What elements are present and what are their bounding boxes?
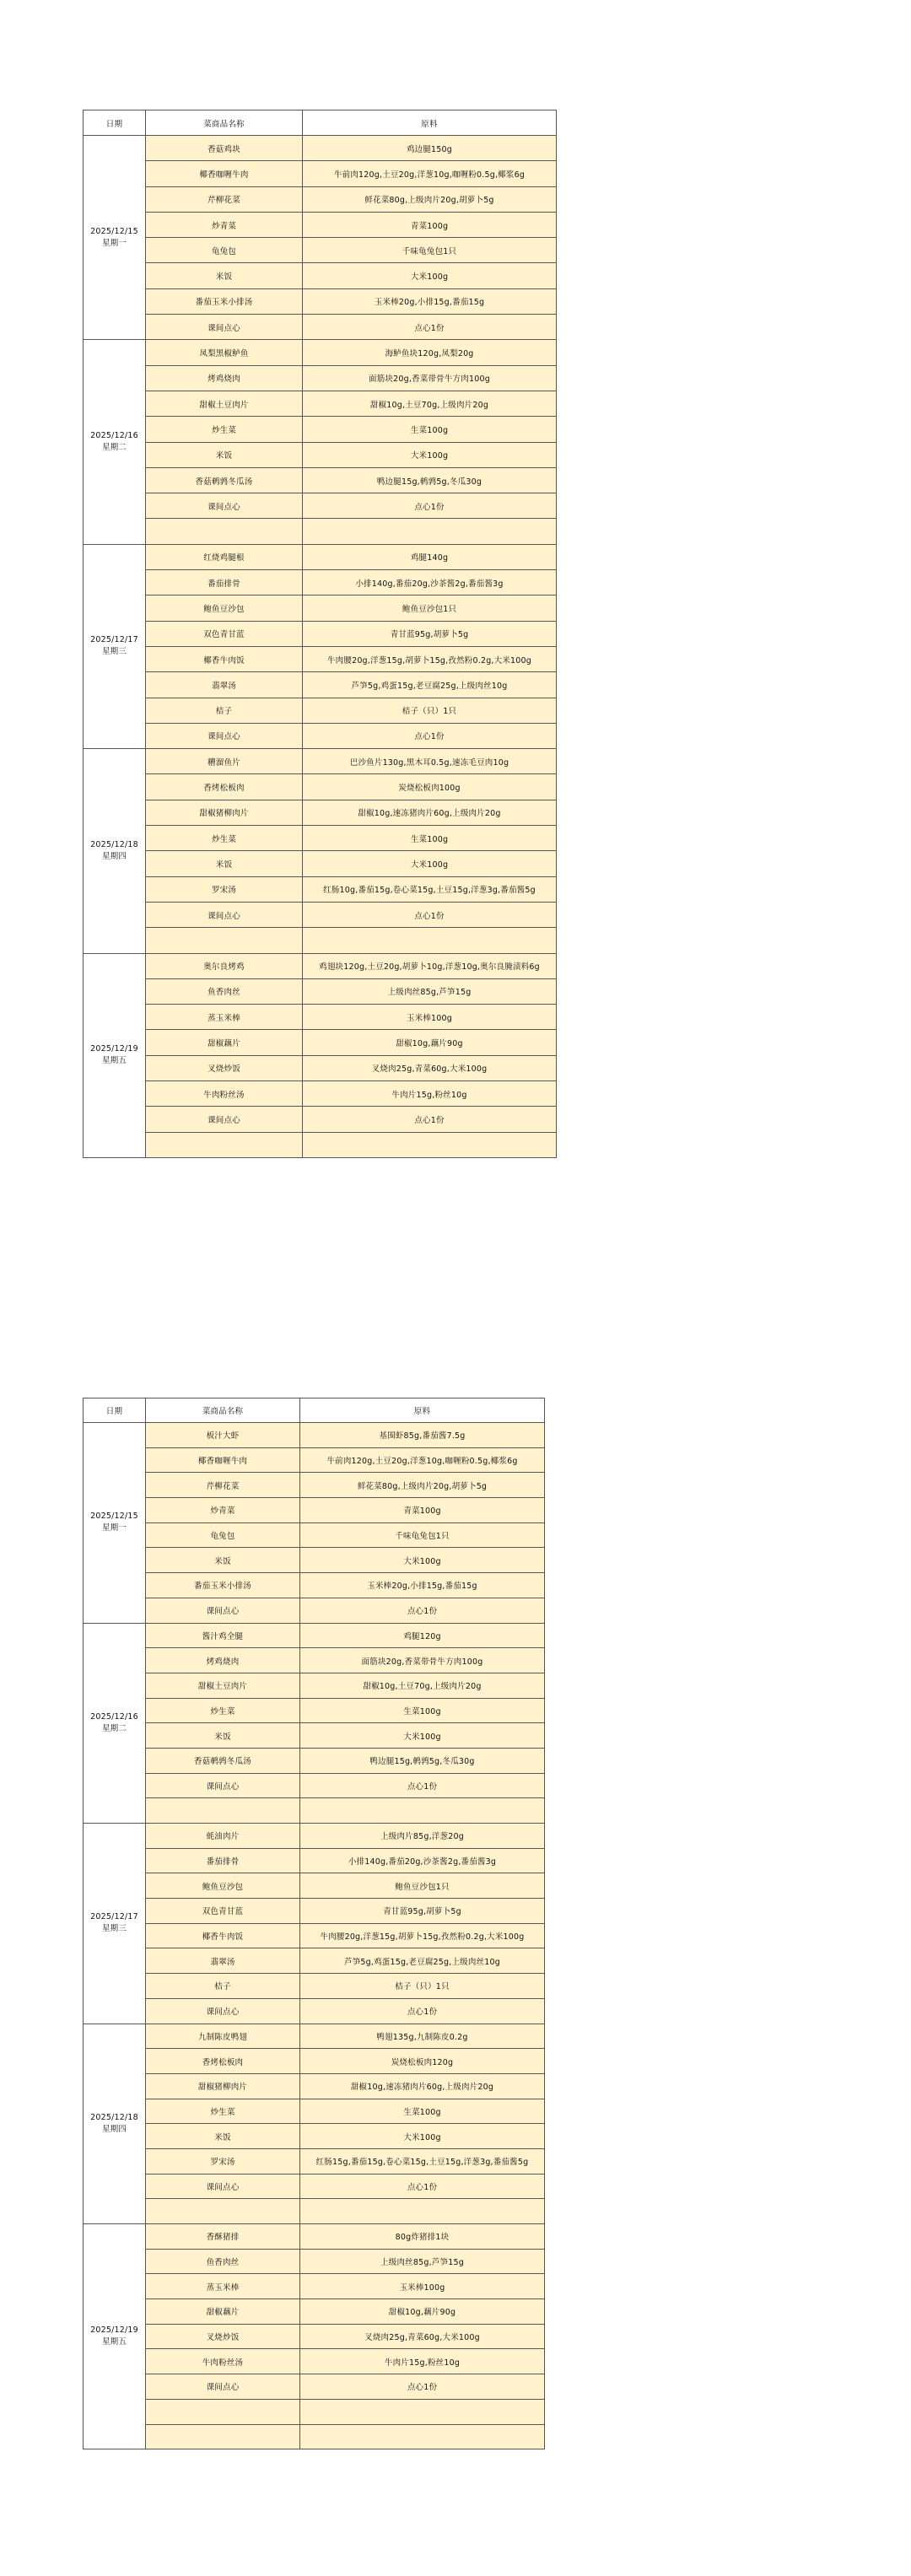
dish-name-cell: 米饭 <box>146 442 303 467</box>
ingredients-cell: 红肠15g,番茄15g,卷心菜15g,土豆15g,洋葱3g,番茄酱5g <box>300 2148 545 2174</box>
table-row <box>84 749 557 774</box>
weekday-text: 星期一 <box>101 1523 127 1533</box>
dish-name-cell: 番茄玉米小排汤 <box>146 1573 300 1598</box>
table-row <box>84 1107 557 1132</box>
ingredients-cell: 甜椒10g,藕片90g <box>303 1030 557 1055</box>
ingredients-cell: 红肠10g,番茄15g,卷心菜15g,土豆15g,洋葱3g,番茄酱5g <box>303 876 557 902</box>
dish-name-cell: 课间点心 <box>146 2174 300 2199</box>
table-row <box>84 723 557 748</box>
table-row <box>84 1974 545 1999</box>
dish-name-cell: 炒生菜 <box>146 1698 300 1723</box>
table-row <box>84 953 557 978</box>
ingredients-cell: 芦笋5g,鸡蛋15g,老豆腐25g,上级肉丝10g <box>300 1948 545 1974</box>
date-text: 2025/12/18 <box>90 2112 138 2122</box>
table-row <box>84 1005 557 1030</box>
dish-name-cell: 米饭 <box>146 1548 300 1573</box>
dish-name-cell <box>146 1798 300 1824</box>
table-row <box>84 2324 545 2349</box>
table-row <box>84 2148 545 2174</box>
weekday-text: 星期二 <box>101 1723 127 1733</box>
table-row <box>84 2399 545 2424</box>
ingredients-cell: 青菜100g <box>300 1498 545 1523</box>
ingredients-cell: 生菜100g <box>303 826 557 851</box>
ingredients-cell: 点心1份 <box>300 1998 545 2024</box>
dish-name-cell: 甜椒藕片 <box>146 1030 303 1055</box>
ingredients-cell: 桔子（只）1只 <box>300 1974 545 1999</box>
date-text: 2025/12/19 <box>90 1044 138 1054</box>
date-text: 2025/12/18 <box>90 839 138 849</box>
table-row <box>84 1948 545 1974</box>
table-row <box>84 1548 545 1573</box>
table-row <box>84 876 557 902</box>
weekday-text: 星期四 <box>101 851 127 861</box>
table-row <box>84 161 557 186</box>
dish-name-cell: 翡翠汤 <box>146 672 303 698</box>
table-row <box>84 467 557 493</box>
ingredients-cell: 芦笋5g,鸡蛋15g,老豆腐25g,上级肉丝10g <box>303 672 557 698</box>
table-row <box>84 1824 545 1849</box>
ingredients-cell: 鲜花菜80g,上级肉片20g,胡萝卜5g <box>303 186 557 212</box>
table-row <box>84 519 557 544</box>
dish-name-cell <box>146 928 303 953</box>
ingredients-cell: 青甘蓝95g,胡萝卜5g <box>303 621 557 646</box>
dish-name-cell: 番茄排骨 <box>146 1848 300 1873</box>
ingredients-cell: 生菜100g <box>300 1698 545 1723</box>
table-row <box>84 136 557 161</box>
table-row <box>84 315 557 340</box>
table-row <box>84 672 557 698</box>
table-row <box>84 774 557 800</box>
dish-name-cell: 翡翠汤 <box>146 1948 300 1974</box>
dish-name-cell: 番茄排骨 <box>146 570 303 595</box>
date-text: 2025/12/17 <box>90 1912 138 1922</box>
ingredients-cell <box>300 2424 545 2449</box>
dish-name-cell: 米饭 <box>146 851 303 876</box>
dish-name-cell: 椰香咖喱牛肉 <box>146 161 303 186</box>
table-row <box>84 698 557 723</box>
date-cell <box>84 2024 146 2224</box>
ingredients-cell: 海鲈鱼块120g,凤梨20g <box>303 340 557 365</box>
dish-name-cell: 糟溜鱼片 <box>146 749 303 774</box>
table-row <box>84 288 557 314</box>
weekday-text: 星期五 <box>101 2337 127 2347</box>
ingredients-cell: 上级肉丝85g,芦笋15g <box>303 978 557 1004</box>
ingredients-cell: 面筋块20g,香菜带骨牛方肉100g <box>300 1648 545 1673</box>
dish-name-cell: 牛肉粉丝汤 <box>146 1081 303 1106</box>
table-row <box>84 902 557 927</box>
table-row <box>84 365 557 391</box>
dish-name-cell: 课间点心 <box>146 2374 300 2400</box>
table-row <box>84 1673 545 1698</box>
ingredients-cell: 大米100g <box>300 1723 545 1749</box>
ingredients-cell: 点心1份 <box>300 2174 545 2199</box>
ingredients-cell: 大米100g <box>300 2124 545 2149</box>
ingredients-cell: 基围虾85g,番茄酱7.5g <box>300 1423 545 1448</box>
table-row <box>84 1748 545 1773</box>
dish-name-cell: 叉烧炒饭 <box>146 2324 300 2349</box>
dish-name-cell: 课间点心 <box>146 723 303 748</box>
dish-name-cell: 椰香牛肉饭 <box>146 1923 300 1948</box>
dish-name-cell <box>146 519 303 544</box>
weekday-text: 星期五 <box>101 1056 127 1066</box>
dish-name-cell: 香烤松板肉 <box>146 2049 300 2074</box>
dish-name-cell: 课间点心 <box>146 1998 300 2024</box>
table-row <box>84 1447 545 1473</box>
dish-name-cell: 炒生菜 <box>146 826 303 851</box>
ingredients-cell: 生菜100g <box>300 2099 545 2124</box>
dish-name-cell: 龟兔包 <box>146 1522 300 1548</box>
table-row <box>84 978 557 1004</box>
menu-table-2 <box>83 1398 545 2449</box>
ingredients-cell: 鸭边腿15g,鹌鹑5g,冬瓜30g <box>300 1748 545 1773</box>
ingredients-cell: 鸡翅块120g,土豆20g,胡萝卜10g,洋葱10g,奥尔良腌渍料6g <box>303 953 557 978</box>
table-row <box>84 2199 545 2224</box>
dish-name-cell: 烤鸡烧肉 <box>146 365 303 391</box>
table-row <box>84 1773 545 1798</box>
ingredients-cell <box>303 928 557 953</box>
table-row <box>84 928 557 953</box>
dish-name-cell: 炒青菜 <box>146 1498 300 1523</box>
dish-name-cell: 香菇鹌鹑冬瓜汤 <box>146 467 303 493</box>
table-row <box>84 417 557 442</box>
dish-name-cell: 凤梨黑椒鲈鱼 <box>146 340 303 365</box>
table-row <box>84 1998 545 2024</box>
ingredients-cell: 玉米棒20g,小排15g,番茄15g <box>303 288 557 314</box>
dish-name-cell: 蒸玉米棒 <box>146 1005 303 1030</box>
date-text: 2025/12/16 <box>90 1711 138 1722</box>
ingredients-cell: 小排140g,番茄20g,沙茶酱2g,番茄酱3g <box>303 570 557 595</box>
table-row <box>84 621 557 646</box>
table-row <box>84 1473 545 1498</box>
table-row <box>84 544 557 569</box>
ingredients-cell: 千味龟兔包1只 <box>300 1522 545 1548</box>
table-row <box>84 2073 545 2099</box>
ingredients-cell: 点心1份 <box>303 493 557 519</box>
dish-name-cell: 罗宋汤 <box>146 2148 300 2174</box>
dish-name-cell: 桔子 <box>146 698 303 723</box>
ingredients-cell: 牛肉腰20g,洋葱15g,胡萝卜15g,孜然粉0.2g,大米100g <box>300 1923 545 1948</box>
table-row <box>84 2099 545 2124</box>
ingredients-cell: 鸭边腿15g,鹌鹑5g,冬瓜30g <box>303 467 557 493</box>
ingredients-cell: 大米100g <box>303 263 557 288</box>
ingredients-cell: 青菜100g <box>303 212 557 237</box>
weekday-text: 星期三 <box>101 1924 127 1934</box>
ingredients-cell: 玉米棒100g <box>300 2274 545 2299</box>
dish-name-cell: 米饭 <box>146 263 303 288</box>
date-text: 2025/12/19 <box>90 2325 138 2336</box>
dish-name-cell: 鲍鱼豆沙包 <box>146 595 303 621</box>
table-row <box>84 212 557 237</box>
table-row <box>84 340 557 365</box>
menu-table-1 <box>83 110 557 1158</box>
weekday-text: 星期三 <box>101 647 127 657</box>
dish-name-cell: 叉烧炒饭 <box>146 1055 303 1081</box>
dish-name-cell: 龟兔包 <box>146 238 303 263</box>
dish-name-cell: 课间点心 <box>146 1107 303 1132</box>
dish-name-cell: 课间点心 <box>146 315 303 340</box>
header-date: 日期 <box>84 1398 146 1423</box>
ingredients-cell: 甜椒10g,藕片90g <box>300 2299 545 2325</box>
table-row <box>84 851 557 876</box>
header-dish-name: 菜商品名称 <box>146 1398 300 1423</box>
table-row <box>84 2249 545 2274</box>
ingredients-cell: 鸡边腿150g <box>303 136 557 161</box>
dish-name-cell: 炒生菜 <box>146 2099 300 2124</box>
table-row <box>84 2274 545 2299</box>
table-row <box>84 1498 545 1523</box>
header-date: 日期 <box>84 110 146 136</box>
dish-name-cell: 椰香牛肉饭 <box>146 646 303 671</box>
weekday-text: 星期二 <box>101 443 127 453</box>
table-row <box>84 1055 557 1081</box>
ingredients-cell: 千味龟兔包1只 <box>303 238 557 263</box>
dish-name-cell <box>146 2199 300 2224</box>
ingredients-cell: 牛肉片15g,粉丝10g <box>300 2349 545 2374</box>
table-row <box>84 263 557 288</box>
ingredients-cell: 大米100g <box>300 1548 545 1573</box>
header-dish-name: 菜商品名称 <box>146 110 303 136</box>
table-header-row <box>84 1398 545 1423</box>
ingredients-cell: 炭烧松板肉100g <box>303 774 557 800</box>
ingredients-cell: 鸭翅135g,九制陈皮0.2g <box>300 2024 545 2049</box>
dish-name-cell <box>146 1132 303 1157</box>
dish-name-cell: 米饭 <box>146 1723 300 1749</box>
date-text: 2025/12/15 <box>90 226 138 236</box>
ingredients-cell: 牛前肉120g,土豆20g,洋葱10g,咖喱粉0.5g,椰浆6g <box>303 161 557 186</box>
ingredients-cell: 点心1份 <box>300 1773 545 1798</box>
dish-name-cell: 甜椒猪柳肉片 <box>146 800 303 825</box>
dish-name-cell: 板汁大虾 <box>146 1423 300 1448</box>
dish-name-cell: 奥尔良烤鸡 <box>146 953 303 978</box>
ingredients-cell: 牛肉腰20g,洋葱15g,胡萝卜15g,孜然粉0.2g,大米100g <box>303 646 557 671</box>
dish-name-cell: 酱汁鸡全腿 <box>146 1623 300 1648</box>
ingredients-cell: 桔子（只）1只 <box>303 698 557 723</box>
table-row <box>84 493 557 519</box>
ingredients-cell: 牛肉片15g,粉丝10g <box>303 1081 557 1106</box>
table-row <box>84 826 557 851</box>
ingredients-cell <box>303 1132 557 1157</box>
dish-name-cell: 烤鸡烧肉 <box>146 1648 300 1673</box>
table-row <box>84 2024 545 2049</box>
table-row <box>84 1573 545 1598</box>
ingredients-cell: 点心1份 <box>300 1598 545 1623</box>
table-row <box>84 1598 545 1623</box>
ingredients-cell: 鲍鱼豆沙包1只 <box>303 595 557 621</box>
dish-name-cell: 红烧鸡腿根 <box>146 544 303 569</box>
dish-name-cell: 蚝油肉片 <box>146 1824 300 1849</box>
table-row <box>84 1923 545 1948</box>
ingredients-cell: 点心1份 <box>303 315 557 340</box>
dish-name-cell: 甜椒土豆肉片 <box>146 1673 300 1698</box>
ingredients-cell: 叉烧肉25g,青菜60g,大米100g <box>303 1055 557 1081</box>
dish-name-cell: 罗宋汤 <box>146 876 303 902</box>
ingredients-cell: 点心1份 <box>303 1107 557 1132</box>
weekday-text: 星期四 <box>101 2124 127 2134</box>
dish-name-cell: 九制陈皮鸭翅 <box>146 2024 300 2049</box>
dish-name-cell: 甜椒藕片 <box>146 2299 300 2325</box>
table-row <box>84 800 557 825</box>
dish-name-cell: 双色青甘蓝 <box>146 621 303 646</box>
table-row <box>84 2224 545 2250</box>
date-cell <box>84 340 146 544</box>
ingredients-cell: 甜椒10g,土豆70g,上级肉片20g <box>300 1673 545 1698</box>
ingredients-cell: 甜椒10g,速冻猪肉片60g,上级肉片20g <box>300 2073 545 2099</box>
table-row <box>84 2124 545 2149</box>
ingredients-cell: 大米100g <box>303 442 557 467</box>
dish-name-cell: 炒生菜 <box>146 417 303 442</box>
ingredients-cell: 点心1份 <box>303 723 557 748</box>
table-row <box>84 1873 545 1899</box>
date-cell <box>84 1423 146 1624</box>
ingredients-cell: 点心1份 <box>300 2374 545 2400</box>
dish-name-cell: 番茄玉米小排汤 <box>146 288 303 314</box>
dish-name-cell: 椰香咖喱牛肉 <box>146 1447 300 1473</box>
dish-name-cell: 香菇鸡块 <box>146 136 303 161</box>
weekday-text: 星期一 <box>101 238 127 248</box>
dish-name-cell: 甜椒猪柳肉片 <box>146 2073 300 2099</box>
ingredients-cell: 上级肉片85g,洋葱20g <box>300 1824 545 1849</box>
dish-name-cell: 课间点心 <box>146 493 303 519</box>
ingredients-cell: 玉米棒100g <box>303 1005 557 1030</box>
date-cell <box>84 2224 146 2449</box>
header-ingredients: 原料 <box>300 1398 545 1423</box>
date-cell <box>84 1623 146 1824</box>
table-row <box>84 1798 545 1824</box>
ingredients-cell: 面筋块20g,香菜带骨牛方肉100g <box>303 365 557 391</box>
dish-name-cell: 课间点心 <box>146 1773 300 1798</box>
table-header-row <box>84 110 557 136</box>
ingredients-cell: 80g炸猪排1块 <box>300 2224 545 2250</box>
table-row <box>84 1899 545 1924</box>
date-cell <box>84 136 146 340</box>
ingredients-cell: 炭烧松板肉120g <box>300 2049 545 2074</box>
dish-name-cell: 芹柳花菜 <box>146 1473 300 1498</box>
table-row <box>84 1522 545 1548</box>
dish-name-cell: 芹柳花菜 <box>146 186 303 212</box>
date-cell <box>84 953 146 1157</box>
table-row <box>84 238 557 263</box>
ingredients-cell: 点心1份 <box>303 902 557 927</box>
ingredients-cell <box>300 2199 545 2224</box>
dish-name-cell <box>146 2424 300 2449</box>
dish-name-cell: 香菇鹌鹑冬瓜汤 <box>146 1748 300 1773</box>
date-cell <box>84 1824 146 2024</box>
table-row <box>84 2049 545 2074</box>
table-row <box>84 2174 545 2199</box>
header-ingredients: 原料 <box>303 110 557 136</box>
table-row <box>84 2299 545 2325</box>
table-row <box>84 1648 545 1673</box>
ingredients-cell: 青甘蓝95g,胡萝卜5g <box>300 1899 545 1924</box>
dish-name-cell <box>146 2399 300 2424</box>
dish-name-cell: 桔子 <box>146 1974 300 1999</box>
table-row <box>84 2374 545 2400</box>
table-row <box>84 186 557 212</box>
table-row <box>84 1723 545 1749</box>
ingredients-cell: 鸡腿140g <box>303 544 557 569</box>
dish-name-cell: 炒青菜 <box>146 212 303 237</box>
table-row <box>84 595 557 621</box>
dish-name-cell: 鱼香肉丝 <box>146 978 303 1004</box>
ingredients-cell: 小排140g,番茄20g,沙茶酱2g,番茄酱3g <box>300 1848 545 1873</box>
table-row <box>84 2424 545 2449</box>
date-text: 2025/12/15 <box>90 1512 138 1522</box>
ingredients-cell: 鸡腿120g <box>300 1623 545 1648</box>
date-text: 2025/12/16 <box>90 431 138 441</box>
dish-name-cell: 鲍鱼豆沙包 <box>146 1873 300 1899</box>
ingredients-cell: 甜椒10g,土豆70g,上级肉片20g <box>303 391 557 416</box>
table-row <box>84 1030 557 1055</box>
table-row <box>84 570 557 595</box>
ingredients-cell: 牛前肉120g,土豆20g,洋葱10g,咖喱粉0.5g,椰浆6g <box>300 1447 545 1473</box>
ingredients-cell: 鲜花菜80g,上级肉片20g,胡萝卜5g <box>300 1473 545 1498</box>
ingredients-cell <box>300 2399 545 2424</box>
table-row <box>84 1848 545 1873</box>
dish-name-cell: 双色青甘蓝 <box>146 1899 300 1924</box>
dish-name-cell: 蒸玉米棒 <box>146 2274 300 2299</box>
dish-name-cell: 牛肉粉丝汤 <box>146 2349 300 2374</box>
dish-name-cell: 甜椒土豆肉片 <box>146 391 303 416</box>
table-row <box>84 442 557 467</box>
ingredients-cell <box>300 1798 545 1824</box>
table-row <box>84 2349 545 2374</box>
ingredients-cell: 叉烧肉25g,青菜60g,大米100g <box>300 2324 545 2349</box>
ingredients-cell: 甜椒10g,速冻猪肉片60g,上级肉片20g <box>303 800 557 825</box>
date-cell <box>84 749 146 953</box>
dish-name-cell: 课间点心 <box>146 1598 300 1623</box>
table-row <box>84 1698 545 1723</box>
ingredients-cell: 上级肉丝85g,芦笋15g <box>300 2249 545 2274</box>
table-row <box>84 1623 545 1648</box>
table-row <box>84 1132 557 1157</box>
date-text: 2025/12/17 <box>90 635 138 645</box>
ingredients-cell: 鲍鱼豆沙包1只 <box>300 1873 545 1899</box>
table-row <box>84 391 557 416</box>
ingredients-cell: 巴沙鱼片130g,黑木耳0.5g,速冻毛豆肉10g <box>303 749 557 774</box>
dish-name-cell: 课间点心 <box>146 902 303 927</box>
table-row <box>84 1081 557 1106</box>
date-cell <box>84 544 146 748</box>
ingredients-cell: 大米100g <box>303 851 557 876</box>
dish-name-cell: 香烤松板肉 <box>146 774 303 800</box>
table-row <box>84 1423 545 1448</box>
dish-name-cell: 米饭 <box>146 2124 300 2149</box>
table-row <box>84 646 557 671</box>
dish-name-cell: 鱼香肉丝 <box>146 2249 300 2274</box>
ingredients-cell: 玉米棒20g,小排15g,番茄15g <box>300 1573 545 1598</box>
ingredients-cell: 生菜100g <box>303 417 557 442</box>
ingredients-cell <box>303 519 557 544</box>
dish-name-cell: 香酥猪排 <box>146 2224 300 2250</box>
